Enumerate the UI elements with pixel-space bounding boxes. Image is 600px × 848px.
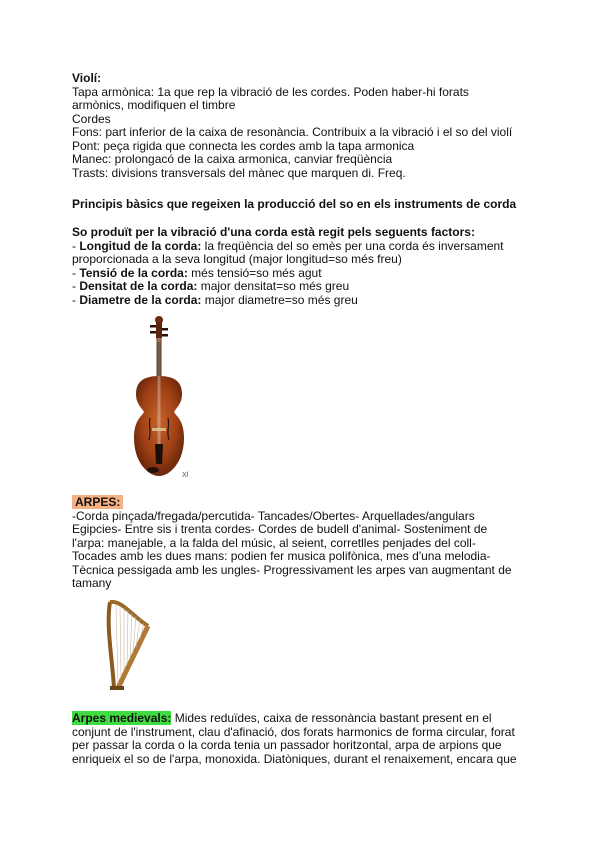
medievals-line: enriqueix el so de l'arpa, monoxida. Diatòniques, durant el renaixement, encara que [72, 751, 517, 766]
arpes-line: Egipcies- Entre sis i trenta cordes- Cordes de budell d'animal- Sosteniment de [72, 522, 488, 536]
arpes-section [72, 496, 532, 591]
harp-image [102, 596, 156, 692]
arpes-title: ARPES: [72, 495, 123, 509]
violi-section [72, 72, 532, 180]
violi-line: Pont: peça rigida que connecta les cordes amb la tapa armonica [72, 138, 415, 153]
arpes-line: -Corda pinçada/fregada/percutida- Tancades/Obertes- Arquellades/angulars [72, 508, 475, 523]
factor-continuation: proporcionada a la seva longitud (major longitud=so més freu) [72, 252, 402, 266]
arpes-line: l'arpa: manejable, a la falda del músic, al seient, corretlles penjades del coll- [72, 535, 476, 550]
factor-text: major densitat=so més greu [197, 279, 350, 293]
factor-label: Longitud de la corda: [79, 238, 202, 253]
violi-line: armònics, modifiquen el timbre [72, 98, 236, 112]
arpes-line: Tècnica pessigada amb les ungles- Progressivament les arpes van augmentant de [72, 562, 512, 577]
violi-line: Cordes [72, 111, 111, 126]
violi-line: Fons: part inferior de la caixa de resonància. Contribuix a la vibració i el so del violí [72, 125, 513, 139]
principis-heading: Principis bàsics que regeixen la producció del so en els instruments de corda [72, 197, 517, 211]
factor-item: - Tensió de la corda: més tensió=so més agut [72, 265, 322, 280]
violi-line: Tapa armònica: 1a que rep la vibració de les cordes. Poden haber-hi forats [72, 84, 469, 99]
factor-text: la freqüència del so emès per una corda és inversament [201, 238, 504, 253]
violin-caption: Xl [182, 472, 189, 479]
factor-label: Tensió de la corda: [79, 265, 188, 280]
violin-image [126, 314, 196, 482]
arpes-line: tamany [72, 576, 112, 590]
violi-line: Trasts: divisions transversals del mànec que marquen di. Freq. [72, 165, 406, 180]
violi-line: Manec: prolongacó de la caixa armonica, canviar freqüència [72, 152, 393, 166]
medievals-first-line: Mides reduïdes, caixa de ressonància bastant present en el [171, 711, 492, 725]
principis-section [72, 198, 532, 212]
medievals-line: per passar la corda o la corda tenia un passador horitzontal, arpa de arpions que [72, 738, 502, 752]
factors-section [72, 226, 532, 307]
factor-label: Diametre de la corda: [79, 292, 202, 307]
factor-item: - Densitat de la corda: major densitat=so més greu [72, 279, 350, 293]
medievals-line: conjunt de l'instrument, clau d'afinació, dos forats harmonics de forma circular, forat [72, 724, 515, 739]
factor-item: - Longitud de la corda: la freqüència del so emès per una corda és inversament [72, 238, 504, 253]
factors-subheading: So produït per la vibració d'una corda està regit pels seguents factors: [72, 225, 475, 239]
violi-title: Violí: [72, 71, 102, 85]
factor-item: - Diametre de la corda: major diametre=so més greu [72, 292, 358, 307]
medievals-section [72, 712, 520, 766]
factor-text: major diametre=so més greu [201, 292, 358, 307]
arpes-line: Tocades amb les dues mans: podien fer musica polifònica, mes d'una melodia- [72, 549, 491, 563]
factor-label: Densitat de la corda: [79, 279, 198, 293]
medievals-title: Arpes medievals: [72, 711, 172, 725]
factor-text: més tensió=so més agut [187, 265, 322, 280]
